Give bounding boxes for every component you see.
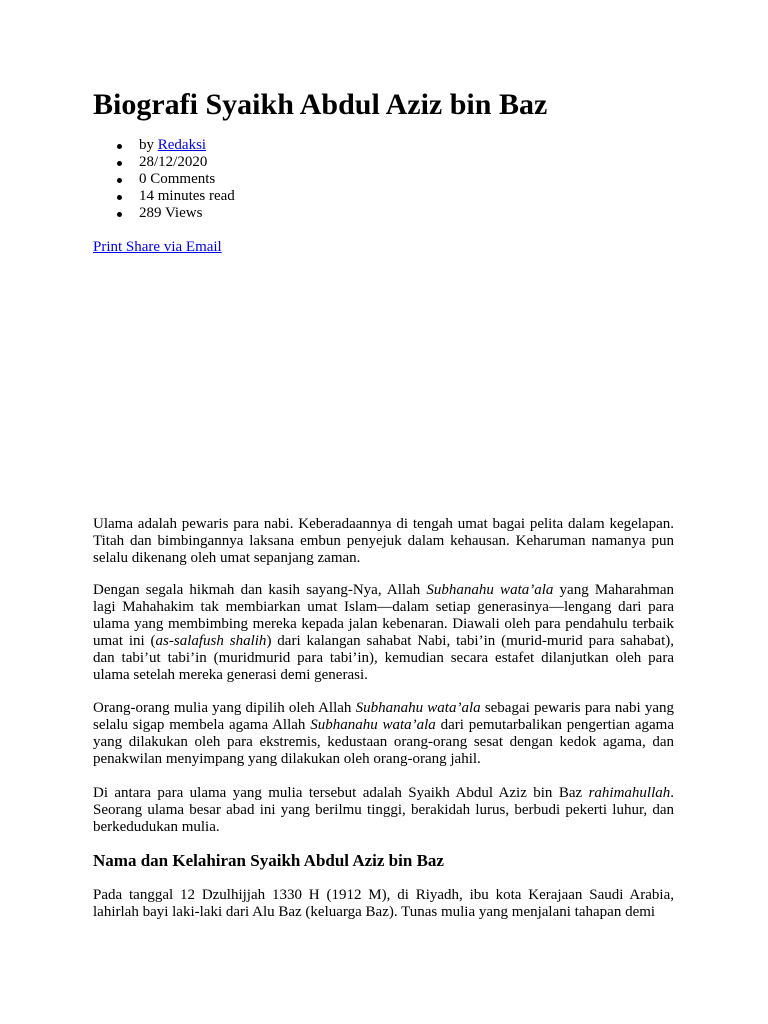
section-heading: Nama dan Kelahiran Syaikh Abdul Aziz bin Baz — [93, 851, 444, 870]
paragraph-4 — [93, 785, 674, 836]
paragraph-2-italic: as-salafush shalih — [155, 632, 267, 649]
meta-author — [93, 137, 235, 154]
section-paragraph: Pada tanggal 12 Dzulhijjah 1330 H (1912 M), di Riyadh, ibu kota Kerajaan Saudi Arabia, lahirlah bayi laki-laki dari Alu Baz (keluarga Baz). Tunas mulia yang menjalani tahapan demi — [93, 887, 674, 920]
paragraph-3-italic: Subhanahu wata’ala — [310, 716, 436, 733]
paragraph-2-text: Dengan segala hikmah dan kasih sayang-Nya, Allah — [93, 582, 427, 598]
paragraph-2 — [93, 582, 674, 683]
meta-comments: 0 Comments — [93, 171, 235, 188]
meta-by-prefix: by — [139, 137, 158, 153]
paragraph-4-italic: rahimahullah — [588, 785, 671, 801]
print-share-email-link[interactable]: Print Share via Email — [93, 239, 222, 255]
article-title: Biografi Syaikh Abdul Aziz bin Baz — [93, 88, 548, 121]
meta-views: 289 Views — [93, 205, 235, 222]
paragraph-4-text: . Seorang ulama besar abad ini yang berilmu tinggi, berakidah lurus, berbudi pekerti luhur, dan berkedudukan mulia. — [93, 785, 674, 835]
article-meta-list — [93, 137, 235, 222]
paragraph-4-text: Di antara para ulama yang mulia tersebut adalah Syaikh Abdul Aziz bin Baz — [93, 785, 589, 801]
paragraph-1: Ulama adalah pewaris para nabi. Keberadaannya di tengah umat bagai pelita dalam kegelapan. Titah dan bimbingannya laksana embun penyejuk dalam kehausan. Keharuman namanya pun selalu dikenang oleh umat sepanjang zaman. — [93, 516, 674, 566]
paragraph-3-text: Orang-orang mulia yang dipilih oleh Allah — [93, 700, 356, 716]
meta-read-time: 14 minutes read — [93, 188, 235, 205]
paragraph-3 — [93, 700, 674, 768]
paragraph-2-text: ) dari kalangan sahabat Nabi, tabi’in (murid-murid para sahabat), dan tabi’ut tabi’in (muridmurid para tabi’in), kemudian secara estafet dilanjutkan oleh para ulama setelah mereka generasi demi generasi. — [93, 632, 675, 683]
author-link[interactable]: Redaksi — [157, 137, 207, 153]
paragraph-3-italic: Subhanahu wata’ala — [355, 700, 481, 716]
paragraph-3-text: sebagai pewaris para nabi yang selalu sigap membela agama Allah — [93, 700, 674, 733]
paragraph-3-text: dari pemutarbalikan pengertian agama yang dilakukan oleh para ekstremis, kedustaan orang-orang sesat dengan kedok agama, dan penakwilan menyimpang yang dilakukan oleh orang-orang jahil. — [93, 716, 675, 767]
meta-date: 28/12/2020 — [93, 154, 235, 171]
paragraph-2-italic: Subhanahu wata’ala — [426, 582, 554, 598]
paragraph-2-text: yang Maharahman lagi Mahahakim tak membiarkan umat Islam—dalam setiap generasinya—lengang dari para ulama yang membimbing mereka kepada jalan kebenaran. Diawali oleh para pendahulu terbaik umat ini ( — [93, 582, 675, 649]
